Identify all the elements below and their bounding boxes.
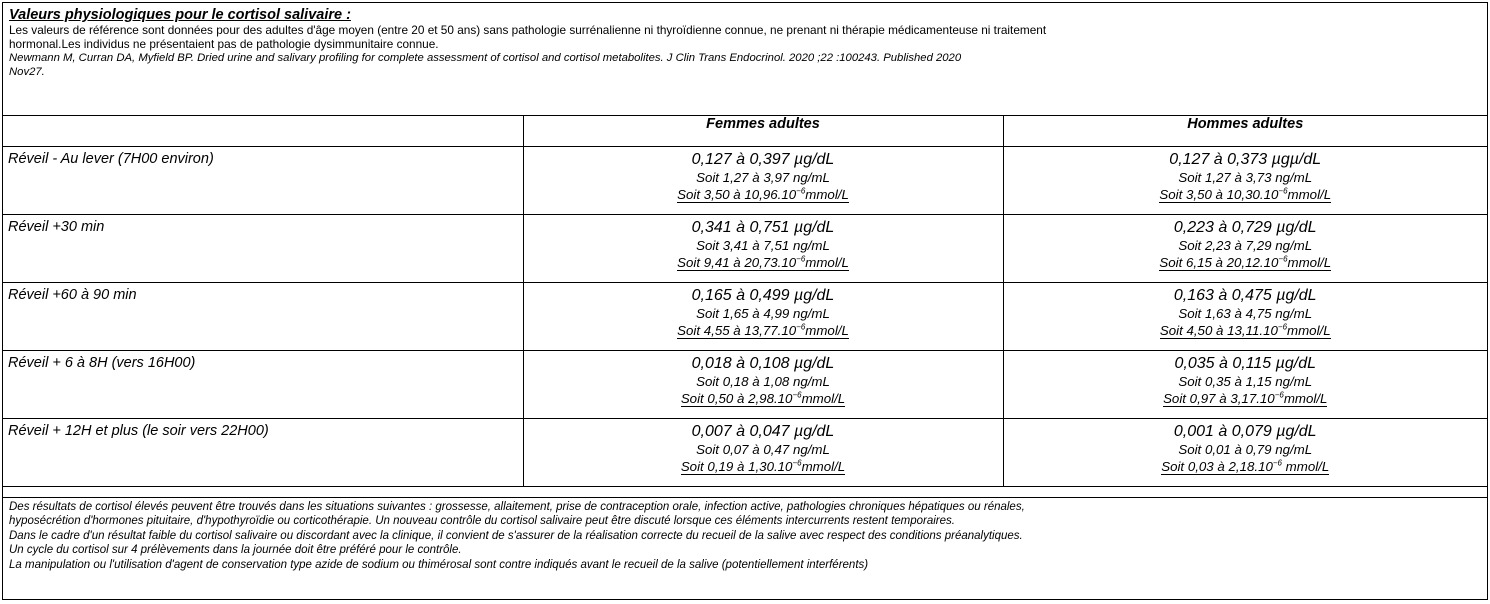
value-mmol-b: mmol/L [801,459,846,474]
intro-section [3,3,1487,116]
women-value-cell [523,419,1003,487]
value-ug: 0,035 à 0,115 µg/dL [1174,355,1316,372]
value-ug: 0,127 à 0,373 µgµ/dL [1169,151,1322,168]
row-label: Réveil +60 à 90 min [3,283,523,351]
intro-line-2: hormonal.Les individus ne présentaient pas de pathologie dysimmunitaire connue. [9,37,439,51]
value-mmol [524,322,1003,339]
exponent: −6 [1274,390,1284,400]
exponent: −6 [1278,186,1288,196]
value-mmol [524,458,1003,475]
women-value-cell [523,147,1003,215]
exponent: −6 [1272,458,1282,468]
value-mmol-a: Soit 4,50 à 13,11.10 [1159,323,1278,338]
value-ng: Soit 1,63 à 4,75 ng/mL [1178,306,1313,321]
exponent: −6 [796,186,806,196]
value-ug: 0,341 à 0,751 µg/dL [691,219,835,236]
note-line: La manipulation ou l'utilisation d'agent de conservation type azide de sodium ou thimérosal sont contre indiqués avant le recueil de la salive (potentiellement interférents) [9,558,869,571]
value-mmol [1004,254,1488,271]
header-empty-cell [3,116,523,147]
reference-line-2: Nov27. [9,66,45,78]
reference-line-1: Newmann M, Curran DA, Myfield BP. Dried urine and salivary profiling for complete assessment of cortisol and cortisol metabolites. J Clin Trans Endocrinol. 2020 ;22 :100243. Published 2020 [9,52,962,64]
value-ng: Soit 0,07 à 0,47 ng/mL [696,442,830,457]
value-ug: 0,007 à 0,047 µg/dL [691,423,835,440]
value-mmol-b: mmol/L [1281,459,1330,474]
value-mmol-b: mmol/L [805,255,849,270]
note-line: Dans le cadre d'un résultat faible du cortisol salivaire ou discordant avec la clinique, il convient de s'assurer de la réalisation correcte du recueil de la salive avec respect des conditions préanalytiques. [9,529,1023,542]
value-mmol-b: mmol/L [801,391,846,406]
value-ug: 0,165 à 0,499 µg/dL [691,287,835,304]
value-mmol-b: mmol/L [1287,187,1332,202]
intro-line-1: Les valeurs de référence sont données pour des adultes d'âge moyen (entre 20 et 50 ans) sans pathologie surrénalienne ni thyroïdienne connue, ne prenant ni thérapie médicamenteuse ni traitement [9,23,1047,37]
value-ng: Soit 1,27 à 3,97 ng/mL [696,170,830,185]
value-ug: 0,001 à 0,079 µg/dL [1173,423,1317,440]
men-value-cell [1003,283,1487,351]
header-men: Hommes adultes [1003,116,1487,147]
value-ug: 0,018 à 0,108 µg/dL [691,355,835,372]
exponent: −6 [796,322,806,332]
exponent: −6 [796,254,806,264]
women-value-cell [523,215,1003,283]
men-value-cell [1003,215,1487,283]
exponent: −6 [1278,254,1288,264]
men-value-cell [1003,351,1487,419]
value-ug: 0,127 à 0,397 µg/dL [691,151,835,168]
value-mmol-b: mmol/L [1287,323,1331,338]
value-ng: Soit 2,23 à 7,29 ng/mL [1178,238,1313,253]
table-row [3,283,1487,351]
value-ng: Soit 3,41 à 7,51 ng/mL [696,238,830,253]
value-ng: Soit 0,35 à 1,15 ng/mL [1178,374,1313,389]
value-mmol-b: mmol/L [805,323,849,338]
value-ug: 0,163 à 0,475 µg/dL [1173,287,1317,304]
value-mmol-a: Soit 3,50 à 10,30.10 [1159,187,1279,202]
women-value-cell [523,351,1003,419]
women-value-cell [523,283,1003,351]
header-women: Femmes adultes [523,116,1003,147]
document-frame [2,2,1488,600]
value-mmol-b: mmol/L [1283,391,1328,406]
page-title: Valeurs physiologiques pour le cortisol salivaire : [9,7,351,23]
value-ng: Soit 1,27 à 3,73 ng/mL [1178,170,1313,185]
reference-values-table [3,116,1487,487]
value-mmol-a: Soit 0,97 à 3,17.10 [1163,391,1275,406]
row-label: Réveil - Au lever (7H00 environ) [3,147,523,215]
table-row [3,147,1487,215]
value-mmol-a: Soit 6,15 à 20,12.10 [1159,255,1279,270]
value-mmol [1004,186,1488,203]
value-mmol-a: Soit 0,50 à 2,98.10 [680,391,793,406]
value-ng: Soit 0,18 à 1,08 ng/mL [696,374,830,389]
row-label: Réveil +30 min [3,215,523,283]
value-mmol-a: Soit 4,55 à 13,77.10 [677,323,797,338]
table-row [3,215,1487,283]
value-mmol-b: mmol/L [1287,255,1332,270]
row-label: Réveil + 12H et plus (le soir vers 22H00) [3,419,523,487]
table-row [3,351,1487,419]
value-mmol-a: Soit 9,41 à 20,73.10 [677,255,797,270]
note-line: Un cycle du cortisol sur 4 prélèvements dans la journée doit être préféré pour le contrôle. [9,544,462,557]
row-label: Réveil + 6 à 8H (vers 16H00) [3,351,523,419]
note-line: Des résultats de cortisol élevés peuvent être trouvés dans les situations suivantes : grossesse, allaitement, prise de contraception orale, infection active, pathologies chroniques hépatiques ou rénales, [9,501,1025,513]
value-ng: Soit 0,01 à 0,79 ng/mL [1178,442,1313,457]
value-mmol-a: Soit 3,50 à 10,96.10 [677,187,797,202]
exponent: −6 [1277,322,1288,332]
table-header-row [3,116,1487,147]
value-ng: Soit 1,65 à 4,99 ng/mL [696,306,830,321]
notes-section [3,497,1487,572]
exponent: −6 [792,390,802,400]
value-mmol-b: mmol/L [805,187,849,202]
men-value-cell [1003,147,1487,215]
value-mmol [1004,458,1488,475]
value-mmol [1004,322,1488,339]
value-mmol-a: Soit 0,19 à 1,30.10 [680,459,793,474]
value-mmol [524,186,1003,203]
value-mmol-a: Soit 0,03 à 2,18.10 [1161,459,1273,474]
men-value-cell [1003,419,1487,487]
table-row [3,419,1487,487]
value-mmol [524,390,1003,407]
value-mmol [1004,390,1488,407]
value-mmol [524,254,1003,271]
note-line: hyposécrétion d'hormones pituitaire, d'hypothyroïdie ou corticothérapie. Un nouveau contrôle du cortisol salivaire peut être discuté lorsque ces éléments intercurrents restent temporaires. [9,515,955,528]
exponent: −6 [792,458,802,468]
value-ug: 0,223 à 0,729 µg/dL [1173,219,1317,236]
